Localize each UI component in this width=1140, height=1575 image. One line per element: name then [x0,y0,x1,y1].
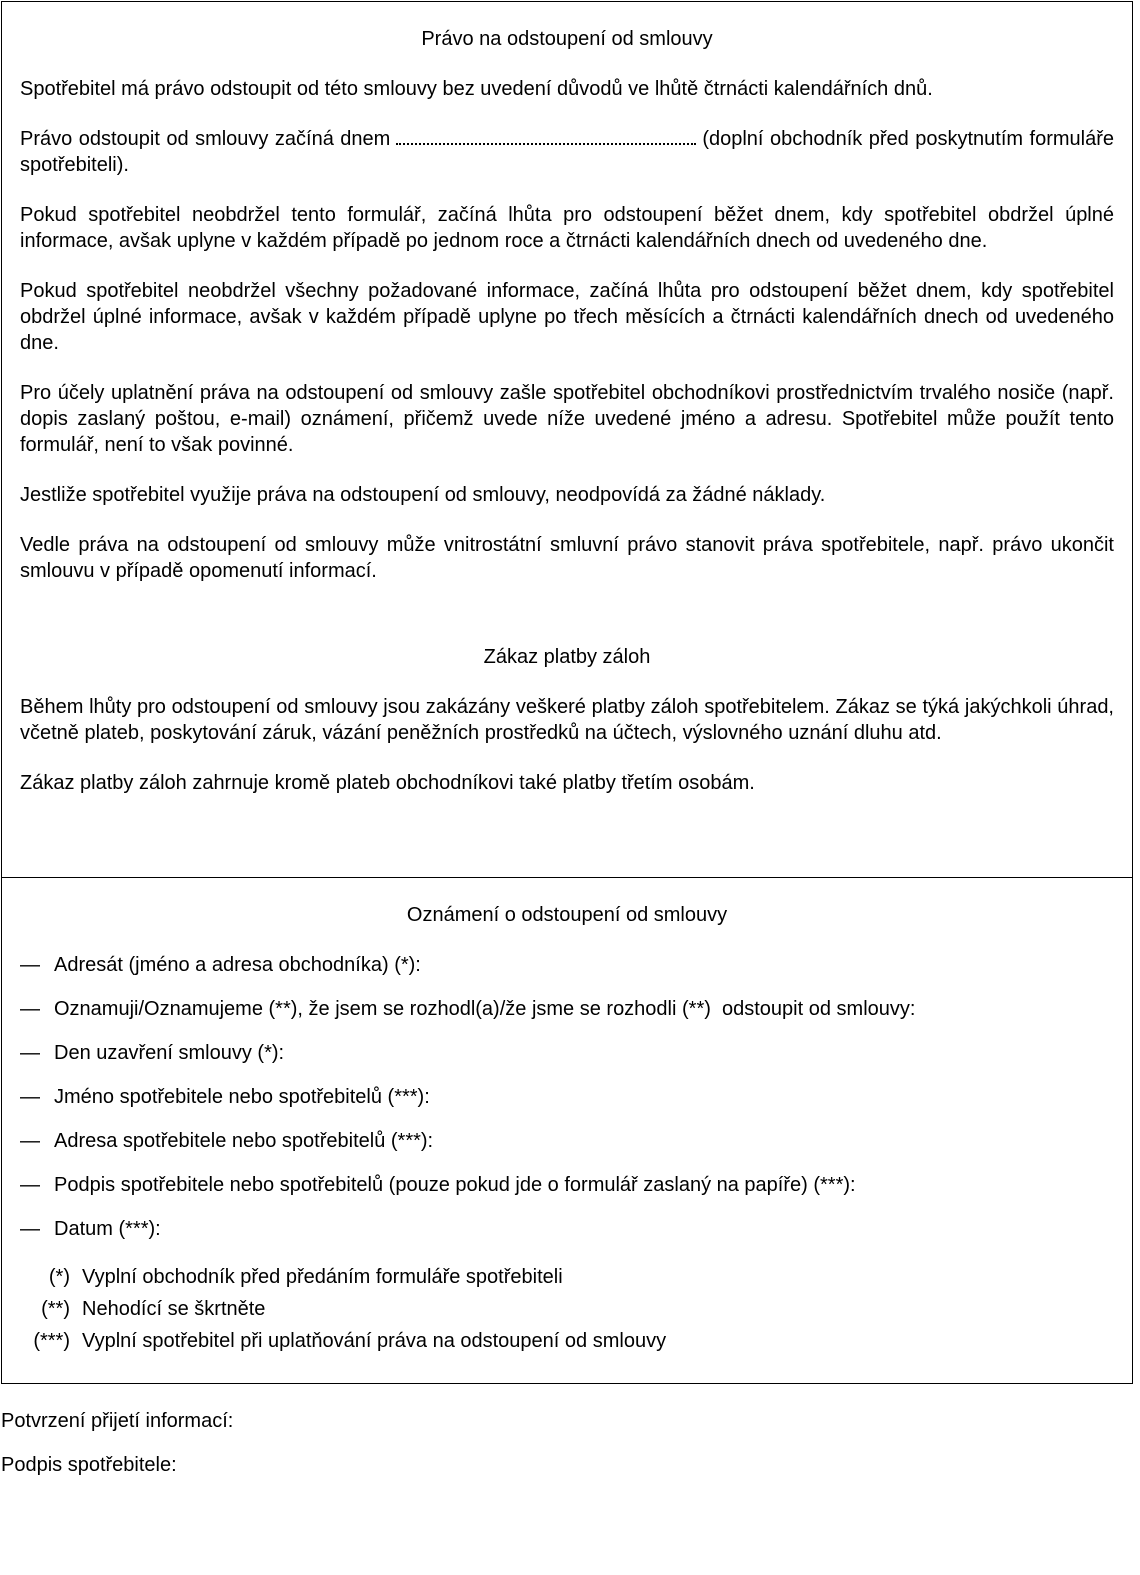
confirmation-label: Potvrzení přijetí informací: [1,1410,234,1432]
notice-item-text: Jméno spotřebitele nebo spotřebitelů (***): [54,1086,430,1108]
notice-item [20,1040,1114,1066]
signature-label: Podpis spotřebitele: [1,1454,177,1476]
notice-item-text: Datum (***): [54,1218,161,1240]
notice-item [20,1128,1114,1154]
footnote [20,1296,1114,1322]
withdrawal-paragraph-3: Pokud spotřebitel neobdržel tento formulář, začíná lhůta pro odstoupení běžet dnem, kdy spotřebitel obdržel úplné informace, avšak uplyne v každém případě po jednom roce a čtrnácti kalendářních dnech od uvedeného dne. [20,204,1114,252]
dash-marker: — [20,1042,40,1064]
footnotes [20,1264,1114,1354]
withdrawal-start-label: Právo odstoupit od smlouvy začíná dnem [20,128,391,150]
form-frame [1,1,1133,1384]
footnote [20,1264,1114,1290]
withdrawal-paragraph-7: Vedle práva na odstoupení od smlouvy může vnitrostátní smluvní právo stanovit práva spotřebitele, např. právo ukončit smlouvu v případě opomenutí informací. [20,534,1114,582]
notice-item-text: Podpis spotřebitele nebo spotřebitelů (pouze pokud jde o formulář zaslaný na papíře) (***): [54,1174,856,1196]
notice-item [20,1172,1114,1198]
notice-item [20,1216,1114,1242]
notice-item-text: Den uzavření smlouvy (*): [54,1042,285,1064]
withdrawal-paragraph-4: Pokud spotřebitel neobdržel všechny požadované informace, začíná lhůta pro odstoupení běžet dnem, kdy spotřebitel obdržel úplné informace, avšak v každém případě uplyne po třech měsících a čtrnácti kalendářních dnech od uvedeného dne. [20,280,1114,354]
withdrawal-paragraph-6: Jestliže spotřebitel využije práva na odstoupení od smlouvy, neodpovídá za žádné náklady. [20,484,826,506]
withdrawal-paragraph-5: Pro účely uplatnění práva na odstoupení od smlouvy zašle spotřebitel obchodníkovi prostřednictvím trvalého nosiče (např. dopis zaslaný poštou, e-mail) oznámení, přičemž uvede níže uvedené jméno a adresu. Spotřebitel může použít tento formulář, není to však povinné. [20,382,1114,456]
notice-title: Oznámení o odstoupení od smlouvy [406,904,728,926]
notice-item-text: Oznamuji/Oznamujeme (**), že jsem se rozhodl(a)/že jsme se rozhodli (**) odstoupit od smlouvy: [54,998,916,1020]
dash-marker: — [20,1218,40,1240]
footnote-mark: (**) [41,1298,70,1320]
footnote [20,1328,1114,1354]
footnote-mark: (***) [33,1330,70,1352]
footnote-text: Nehodící se škrtněte [82,1298,266,1320]
withdrawal-paragraph-1: Spotřebitel má právo odstoupit od této smlouvy bez uvedení důvodů ve lhůtě čtrnácti kalendářních dnů. [20,78,933,100]
withdrawal-section [2,2,1132,878]
footnote-text: Vyplní spotřebitel při uplatňování práva na odstoupení od smlouvy [82,1330,667,1352]
deposit-paragraph-2: Zákaz platby záloh zahrnuje kromě plateb obchodníkovi také platby třetím osobám. [20,772,755,794]
notice-section [2,878,1132,1383]
withdrawal-title: Právo na odstoupení od smlouvy [421,28,713,50]
dash-marker: — [20,1086,40,1108]
dash-marker: — [20,1174,40,1196]
deposit-title: Zákaz platby záloh [483,646,651,668]
dash-marker: — [20,998,40,1020]
notice-item-text: Adresát (jméno a adresa obchodníka) (*): [54,954,421,976]
dash-marker: — [20,954,40,976]
notice-item [20,996,1114,1022]
withdrawal-start-note: (doplní obchodník před poskytnutím formuláře spotřebiteli). [20,128,1114,176]
footnote-mark: (*) [48,1266,70,1288]
after-box-fields [1,1408,1131,1496]
footnote-text: Vyplní obchodník před předáním formuláře spotřebiteli [82,1266,563,1288]
withdrawal-paragraph-2 [20,126,1114,178]
notice-item [20,952,1114,978]
deposit-paragraph-1: Během lhůty pro odstoupení od smlouvy jsou zakázány veškeré platby záloh spotřebitelem. Zákaz se týká jakýchkoli úhrad, včetně plateb, poskytování záruk, vázání peněžních prostředků na účtech, výslovného uznání dluhu atd. [20,696,1114,744]
notice-item-text: Adresa spotřebitele nebo spotřebitelů (***): [54,1130,434,1152]
dash-marker: — [20,1130,40,1152]
start-date-blank [396,129,696,145]
notice-item [20,1084,1114,1110]
